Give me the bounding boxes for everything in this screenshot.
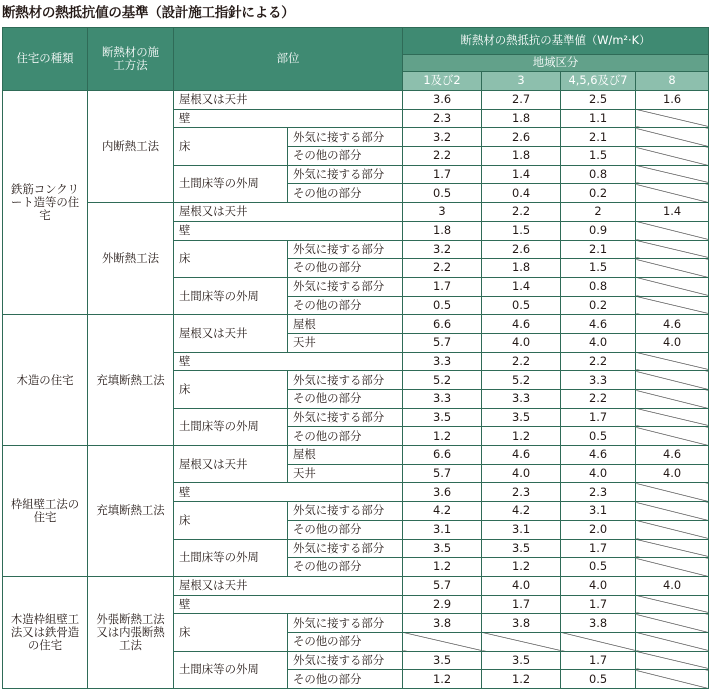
part-cell: 土間床等の外周 (174, 277, 288, 314)
value-cell: 4.6 (636, 315, 709, 334)
value-cell: 0.2 (561, 296, 636, 315)
value-cell: 3.1 (403, 520, 482, 539)
table-row (3, 576, 709, 595)
value-cell: 3.3 (403, 390, 482, 409)
value-cell: 0.5 (403, 296, 482, 315)
value-cell (636, 128, 709, 147)
sub-part-cell: 天井 (288, 464, 403, 483)
value-cell: 5.7 (403, 464, 482, 483)
value-cell: 1.7 (561, 539, 636, 558)
sub-part-cell: その他の部分 (288, 520, 403, 539)
sub-part-cell: 外気に接する部分 (288, 240, 403, 259)
sub-part-cell: 外気に接する部分 (288, 539, 403, 558)
value-cell: 3.2 (403, 128, 482, 147)
value-cell (636, 390, 709, 409)
value-cell (636, 520, 709, 539)
part-cell: 壁 (174, 109, 403, 128)
part-cell: 屋根又は天井 (174, 203, 403, 222)
value-cell: 1.2 (482, 670, 561, 689)
part-cell: 床 (174, 371, 288, 408)
value-cell (636, 109, 709, 128)
value-cell: 1.8 (482, 259, 561, 278)
value-cell: 0.8 (561, 165, 636, 184)
value-cell: 2.0 (561, 520, 636, 539)
value-cell: 4.6 (636, 446, 709, 465)
value-cell: 4.6 (482, 446, 561, 465)
construction-method-cell: 充填断熱工法 (88, 315, 174, 446)
value-cell: 0.9 (561, 221, 636, 240)
construction-method-cell: 充填断熱工法 (88, 446, 174, 577)
table-row (3, 446, 709, 465)
sub-part-cell: その他の部分 (288, 427, 403, 446)
sub-part-cell: その他の部分 (288, 184, 403, 203)
value-cell: 2.1 (561, 240, 636, 259)
housing-type-cell: 木造の住宅 (3, 315, 88, 446)
value-cell: 4.6 (561, 315, 636, 334)
part-cell: 屋根又は天井 (174, 315, 288, 352)
part-cell: 壁 (174, 352, 403, 371)
value-cell: 2.2 (561, 390, 636, 409)
header-region-1: 1及び2 (403, 72, 482, 91)
sub-part-cell: 屋根 (288, 446, 403, 465)
part-cell: 屋根又は天井 (174, 91, 403, 110)
header-region-4: 8 (636, 72, 709, 91)
value-cell (636, 352, 709, 371)
value-cell: 4.2 (403, 502, 482, 521)
value-cell: 2.2 (482, 352, 561, 371)
value-cell: 1.5 (561, 259, 636, 278)
value-cell: 1.7 (482, 595, 561, 614)
value-cell (636, 259, 709, 278)
value-cell: 3.5 (482, 408, 561, 427)
value-cell: 3.5 (482, 651, 561, 670)
sub-part-cell: 外気に接する部分 (288, 128, 403, 147)
value-cell: 0.4 (482, 184, 561, 203)
sub-part-cell: 外気に接する部分 (288, 165, 403, 184)
value-cell (636, 483, 709, 502)
value-cell: 4.0 (636, 576, 709, 595)
value-cell (561, 632, 636, 651)
value-cell: 2.6 (482, 240, 561, 259)
value-cell: 1.2 (482, 558, 561, 577)
value-cell (636, 502, 709, 521)
value-cell (636, 632, 709, 651)
value-cell (403, 632, 482, 651)
value-cell: 3.3 (482, 390, 561, 409)
value-cell: 1.7 (561, 408, 636, 427)
value-cell: 4.0 (636, 333, 709, 352)
part-cell: 土間床等の外周 (174, 539, 288, 576)
value-cell: 2.7 (482, 91, 561, 110)
value-cell: 3 (403, 203, 482, 222)
value-cell (636, 595, 709, 614)
value-cell: 2.2 (482, 203, 561, 222)
value-cell: 1.2 (403, 558, 482, 577)
table-row (3, 203, 709, 222)
value-cell: 5.7 (403, 333, 482, 352)
value-cell: 4.0 (482, 576, 561, 595)
header-region-3: 4,5,6及び7 (561, 72, 636, 91)
part-cell: 土間床等の外周 (174, 165, 288, 202)
value-cell: 2.3 (561, 483, 636, 502)
table-row (3, 315, 709, 334)
value-cell: 2 (561, 203, 636, 222)
part-cell: 土間床等の外周 (174, 408, 288, 445)
header-construction-method: 断熱材の施工方法 (88, 28, 174, 91)
value-cell: 1.2 (403, 427, 482, 446)
value-cell: 1.2 (403, 670, 482, 689)
part-cell: 床 (174, 128, 288, 165)
sub-part-cell: 外気に接する部分 (288, 277, 403, 296)
value-cell (636, 614, 709, 633)
value-cell: 1.8 (482, 109, 561, 128)
value-cell: 2.3 (403, 109, 482, 128)
construction-method-cell: 外断熱工法 (88, 203, 174, 315)
value-cell: 3.3 (561, 371, 636, 390)
part-cell: 床 (174, 614, 288, 651)
value-cell (636, 670, 709, 689)
value-cell (636, 408, 709, 427)
value-cell (636, 539, 709, 558)
part-cell: 床 (174, 240, 288, 277)
value-cell: 1.4 (482, 277, 561, 296)
part-cell: 屋根又は天井 (174, 576, 403, 595)
value-cell: 1.2 (482, 427, 561, 446)
value-cell: 0.8 (561, 277, 636, 296)
value-cell: 1.7 (403, 165, 482, 184)
value-cell: 3.6 (403, 91, 482, 110)
sub-part-cell: 外気に接する部分 (288, 371, 403, 390)
value-cell: 5.2 (403, 371, 482, 390)
value-cell: 2.2 (403, 259, 482, 278)
value-cell: 4.6 (561, 446, 636, 465)
value-cell: 3.1 (561, 502, 636, 521)
sub-part-cell: その他の部分 (288, 558, 403, 577)
construction-method-cell: 内断熱工法 (88, 91, 174, 203)
sub-part-cell: その他の部分 (288, 632, 403, 651)
value-cell: 3.5 (482, 539, 561, 558)
value-cell: 1.7 (561, 595, 636, 614)
value-cell (636, 651, 709, 670)
value-cell: 1.7 (561, 651, 636, 670)
value-cell: 0.5 (482, 296, 561, 315)
value-cell: 3.1 (482, 520, 561, 539)
value-cell: 3.5 (403, 651, 482, 670)
value-cell: 2.5 (561, 91, 636, 110)
sub-part-cell: その他の部分 (288, 259, 403, 278)
value-cell: 2.2 (561, 352, 636, 371)
value-cell: 3.3 (403, 352, 482, 371)
value-cell: 2.2 (403, 147, 482, 166)
housing-type-cell: 枠組壁工法の住宅 (3, 446, 88, 577)
value-cell: 2.9 (403, 595, 482, 614)
value-cell (636, 296, 709, 315)
value-cell: 3.8 (561, 614, 636, 633)
housing-type-cell: 木造枠組壁工法又は鉄骨造の住宅 (3, 576, 88, 688)
housing-type-cell: 鉄筋コンクリート造等の住宅 (3, 91, 88, 315)
value-cell: 3.8 (403, 614, 482, 633)
value-cell (636, 221, 709, 240)
header-standard-values: 断熱材の熱抵抗の基準値（W/m²·K） (403, 28, 709, 55)
value-cell: 0.5 (561, 427, 636, 446)
sub-part-cell: その他の部分 (288, 670, 403, 689)
value-cell: 3.6 (403, 483, 482, 502)
value-cell: 1.6 (636, 91, 709, 110)
value-cell: 2.1 (561, 128, 636, 147)
value-cell: 1.7 (403, 277, 482, 296)
part-cell: 壁 (174, 221, 403, 240)
part-cell: 屋根又は天井 (174, 446, 288, 483)
part-cell: 床 (174, 502, 288, 539)
sub-part-cell: その他の部分 (288, 147, 403, 166)
value-cell: 0.5 (403, 184, 482, 203)
value-cell: 1.8 (482, 147, 561, 166)
value-cell: 2.6 (482, 128, 561, 147)
value-cell: 1.4 (636, 203, 709, 222)
value-cell: 6.6 (403, 446, 482, 465)
value-cell: 4.0 (482, 333, 561, 352)
value-cell: 1.4 (482, 165, 561, 184)
value-cell: 1.5 (482, 221, 561, 240)
table-row (3, 91, 709, 110)
sub-part-cell: 天井 (288, 333, 403, 352)
value-cell (636, 184, 709, 203)
value-cell: 0.5 (561, 558, 636, 577)
value-cell: 3.2 (403, 240, 482, 259)
value-cell (636, 371, 709, 390)
sub-part-cell: 外気に接する部分 (288, 502, 403, 521)
sub-part-cell: 外気に接する部分 (288, 408, 403, 427)
value-cell: 4.2 (482, 502, 561, 521)
part-cell: 土間床等の外周 (174, 651, 288, 688)
value-cell: 3.5 (403, 539, 482, 558)
value-cell (636, 165, 709, 184)
header-region: 地域区分 (403, 55, 709, 72)
value-cell (636, 240, 709, 259)
part-cell: 壁 (174, 595, 403, 614)
page-title: 断熱材の熱抵抗値の基準（設計施工指針による） (2, 5, 295, 21)
value-cell: 4.6 (482, 315, 561, 334)
sub-part-cell: 外気に接する部分 (288, 651, 403, 670)
sub-part-cell: 外気に接する部分 (288, 614, 403, 633)
header-housing-type: 住宅の種類 (3, 28, 88, 91)
value-cell: 5.2 (482, 371, 561, 390)
value-cell: 4.0 (561, 333, 636, 352)
value-cell: 4.0 (561, 464, 636, 483)
value-cell: 6.6 (403, 315, 482, 334)
header-region-2: 3 (482, 72, 561, 91)
sub-part-cell: 屋根 (288, 315, 403, 334)
header-part: 部位 (174, 28, 403, 91)
value-cell (636, 277, 709, 296)
value-cell: 0.2 (561, 184, 636, 203)
part-cell: 壁 (174, 483, 403, 502)
value-cell (636, 558, 709, 577)
value-cell: 1.8 (403, 221, 482, 240)
value-cell: 5.7 (403, 576, 482, 595)
value-cell: 4.0 (482, 464, 561, 483)
value-cell: 3.8 (482, 614, 561, 633)
sub-part-cell: その他の部分 (288, 296, 403, 315)
value-cell: 0.5 (561, 670, 636, 689)
insulation-standard-table-wrapper (2, 27, 708, 689)
value-cell: 4.0 (561, 576, 636, 595)
value-cell: 1.1 (561, 109, 636, 128)
value-cell: 1.5 (561, 147, 636, 166)
insulation-standard-table (2, 27, 709, 689)
value-cell: 4.0 (636, 464, 709, 483)
value-cell (482, 632, 561, 651)
table-body (3, 91, 709, 689)
value-cell: 3.5 (403, 408, 482, 427)
construction-method-cell: 外張断熱工法又は内張断熱工法 (88, 576, 174, 688)
value-cell (636, 147, 709, 166)
value-cell: 2.3 (482, 483, 561, 502)
value-cell (636, 427, 709, 446)
sub-part-cell: その他の部分 (288, 390, 403, 409)
